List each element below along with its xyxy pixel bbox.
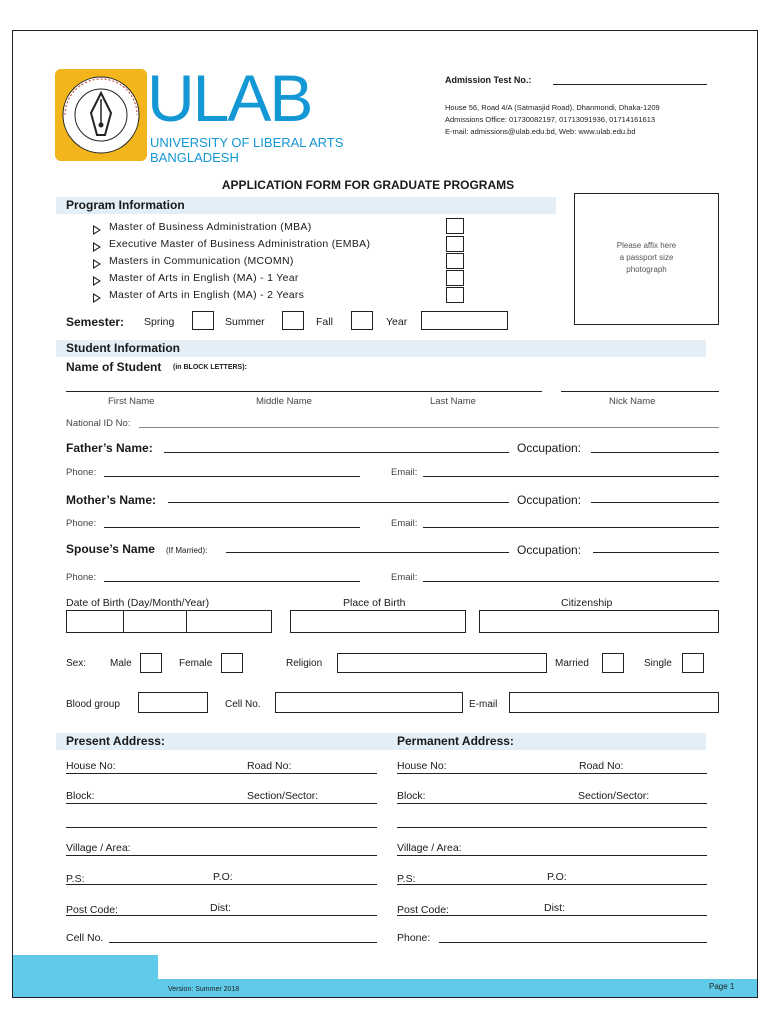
- permanent-postcode-label: Post Code:: [397, 904, 449, 916]
- office-phones-text: Admissions Office: 01730082197, 01713091936, 01714161613: [445, 115, 656, 124]
- present-village-label: Village / Area:: [66, 842, 131, 854]
- spouse-email-input[interactable]: [423, 581, 719, 582]
- nick-name-input[interactable]: [561, 391, 719, 392]
- present-address-title: Present Address:: [66, 734, 165, 748]
- present-house-label: House No:: [66, 760, 116, 772]
- program-section-title: Program Information: [66, 198, 185, 212]
- single-label: Single: [644, 658, 672, 669]
- dob-label: Date of Birth (Day/Month/Year): [66, 597, 210, 609]
- email-label: E-mail: [469, 699, 498, 710]
- middle-name-caption: Middle Name: [256, 396, 312, 407]
- present-section-label: Section/Sector:: [247, 790, 319, 802]
- mother-email-input[interactable]: [423, 527, 719, 528]
- permanent-section-label: Section/Sector:: [578, 790, 650, 802]
- married-checkbox[interactable]: [602, 653, 624, 673]
- sex-label: Sex:: [66, 658, 87, 669]
- male-label: Male: [110, 658, 132, 669]
- father-email-label: Email:: [391, 467, 418, 478]
- semester-label: Semester:: [66, 315, 125, 329]
- present-road-label: Road No:: [247, 760, 292, 772]
- first-name-caption: First Name: [108, 396, 155, 407]
- spouse-occupation-label: Occupation:: [517, 543, 582, 557]
- present-postcode-dist-input[interactable]: [66, 915, 377, 916]
- form-title: APPLICATION FORM FOR GRADUATE PROGRAMS: [221, 178, 515, 192]
- female-label: Female: [179, 658, 213, 669]
- footer-bar: [13, 979, 758, 998]
- male-checkbox[interactable]: [140, 653, 162, 673]
- present-block-label: Block:: [66, 790, 95, 802]
- dob-month-input[interactable]: [123, 610, 187, 633]
- student-name-input[interactable]: [66, 391, 542, 392]
- brand-name: ULAB: [147, 61, 312, 135]
- semester-spring-label: Spring: [144, 316, 175, 328]
- present-postcode-label: Post Code:: [66, 904, 118, 916]
- spouse-email-label: Email:: [391, 572, 418, 583]
- email-input[interactable]: [509, 692, 719, 713]
- permanent-phone-input[interactable]: [439, 942, 707, 943]
- ulab-seal-logo: [55, 69, 147, 161]
- permanent-ps-label: P.S:: [397, 873, 416, 885]
- dob-day-input[interactable]: [66, 610, 124, 633]
- program-option-mcomn: Masters in Communication (MCOMN): [109, 255, 294, 267]
- citizenship-label: Citizenship: [561, 597, 613, 609]
- arrow-icon: [93, 225, 101, 235]
- permanent-village-input[interactable]: [397, 855, 707, 856]
- present-ps-po-input[interactable]: [66, 884, 377, 885]
- permanent-block-section-input[interactable]: [397, 803, 707, 804]
- present-po-label: P.O:: [213, 871, 233, 883]
- spouse-name-input[interactable]: [226, 552, 509, 553]
- program-checkbox-emba[interactable]: [446, 236, 464, 252]
- mother-name-label: Mother’s Name:: [66, 493, 157, 507]
- program-checkbox-mcomn[interactable]: [446, 253, 464, 269]
- semester-summer-label: Summer: [225, 316, 265, 328]
- married-label: Married: [555, 658, 589, 669]
- email-web-text: E-mail: admissions@ulab.edu.bd, Web: www.ulab.edu.bd: [445, 127, 636, 136]
- student-section-title: Student Information: [66, 341, 180, 355]
- blood-group-label: Blood group: [66, 699, 120, 710]
- religion-label: Religion: [286, 658, 323, 669]
- program-option-ma-2yr: Master of Arts in English (MA) - 2 Years: [109, 289, 305, 301]
- student-name-note: (in BLOCK LETTERS):: [173, 364, 247, 371]
- present-extra-line-input[interactable]: [66, 827, 377, 828]
- father-name-input[interactable]: [164, 452, 509, 453]
- year-label: Year: [386, 316, 408, 328]
- arrow-icon: [93, 293, 101, 303]
- spouse-phone-label: Phone:: [66, 572, 97, 583]
- single-checkbox[interactable]: [682, 653, 704, 673]
- cell-no-input[interactable]: [275, 692, 463, 713]
- spouse-phone-input[interactable]: [104, 581, 360, 582]
- permanent-po-label: P.O:: [547, 871, 567, 883]
- mother-phone-label: Phone:: [66, 518, 97, 529]
- permanent-block-label: Block:: [397, 790, 426, 802]
- present-house-road-input[interactable]: [66, 773, 377, 774]
- cell-no-label: Cell No.: [225, 699, 261, 710]
- brand-subtitle-1: UNIVERSITY OF LIBERAL ARTS: [150, 135, 344, 150]
- semester-summer-checkbox[interactable]: [282, 311, 304, 330]
- program-checkbox-ma-1yr[interactable]: [446, 270, 464, 286]
- arrow-icon: [93, 259, 101, 269]
- present-dist-label: Dist:: [210, 902, 231, 914]
- father-occupation-input[interactable]: [591, 452, 719, 453]
- place-of-birth-label: Place of Birth: [343, 597, 406, 609]
- page-number: Page 1: [709, 982, 735, 991]
- permanent-village-label: Village / Area:: [397, 842, 462, 854]
- mother-email-label: Email:: [391, 518, 418, 529]
- place-of-birth-input[interactable]: [290, 610, 466, 633]
- spouse-occupation-input[interactable]: [593, 552, 719, 553]
- admission-test-label: Admission Test No.:: [445, 75, 532, 85]
- permanent-postcode-dist-input[interactable]: [397, 915, 707, 916]
- permanent-extra-line-input[interactable]: [397, 827, 707, 828]
- mother-name-input[interactable]: [168, 502, 509, 503]
- spouse-name-note: (If Married):: [166, 546, 208, 555]
- spouse-name-label: Spouse’s Name: [66, 542, 155, 556]
- footer-tab: [13, 955, 158, 980]
- mother-occupation-input[interactable]: [591, 502, 719, 503]
- religion-input[interactable]: [337, 653, 547, 673]
- program-option-ma-1yr: Master of Arts in English (MA) - 1 Year: [109, 272, 299, 284]
- program-checkbox-ma-2yr[interactable]: [446, 287, 464, 303]
- father-occupation-label: Occupation:: [517, 441, 582, 455]
- present-block-section-input[interactable]: [66, 803, 377, 804]
- mother-phone-input[interactable]: [104, 527, 360, 528]
- program-checkbox-mba[interactable]: [446, 218, 464, 234]
- semester-fall-checkbox[interactable]: [351, 311, 373, 330]
- permanent-phone-label: Phone:: [397, 932, 431, 944]
- permanent-road-label: Road No:: [579, 760, 624, 772]
- address-text: House 56, Road 4/A (Satmasjid Road), Dhanmondi, Dhaka-1209: [445, 103, 660, 112]
- permanent-dist-label: Dist:: [544, 902, 565, 914]
- blood-group-input[interactable]: [138, 692, 208, 713]
- permanent-house-road-input[interactable]: [397, 773, 707, 774]
- present-cell-label: Cell No.: [66, 932, 104, 944]
- present-village-input[interactable]: [66, 855, 377, 856]
- mother-occupation-label: Occupation:: [517, 493, 582, 507]
- semester-spring-checkbox[interactable]: [192, 311, 214, 330]
- year-input[interactable]: [421, 311, 508, 330]
- version-text: Version: Summer 2018: [168, 986, 240, 993]
- permanent-address-title: Permanent Address:: [397, 734, 514, 748]
- arrow-icon: [93, 276, 101, 286]
- permanent-ps-po-input[interactable]: [397, 884, 707, 885]
- father-phone-input[interactable]: [104, 476, 360, 477]
- photo-instruction: Please affix here a passport size photograph: [616, 241, 677, 274]
- semester-fall-label: Fall: [316, 316, 333, 328]
- last-name-caption: Last Name: [430, 396, 476, 407]
- female-checkbox[interactable]: [221, 653, 243, 673]
- program-option-mba: Master of Business Administration (MBA): [109, 221, 312, 233]
- nick-name-caption: Nick Name: [609, 396, 656, 407]
- citizenship-input[interactable]: [479, 610, 719, 633]
- dob-year-input[interactable]: [186, 610, 272, 633]
- program-option-emba: Executive Master of Business Administration (EMBA): [109, 238, 371, 250]
- permanent-house-label: House No:: [397, 760, 447, 772]
- national-id-input[interactable]: [139, 427, 719, 428]
- admission-test-field[interactable]: [553, 84, 707, 85]
- father-email-input[interactable]: [423, 476, 719, 477]
- father-phone-label: Phone:: [66, 467, 97, 478]
- student-name-label: Name of Student: [66, 360, 162, 374]
- present-ps-label: P.S:: [66, 873, 85, 885]
- application-form-page: [12, 30, 758, 998]
- arrow-icon: [93, 242, 101, 252]
- father-name-label: Father’s Name:: [66, 441, 153, 455]
- brand-subtitle-2: BANGLADESH: [150, 150, 239, 165]
- national-id-label: National ID No:: [66, 418, 131, 429]
- present-cell-input[interactable]: [109, 942, 377, 943]
